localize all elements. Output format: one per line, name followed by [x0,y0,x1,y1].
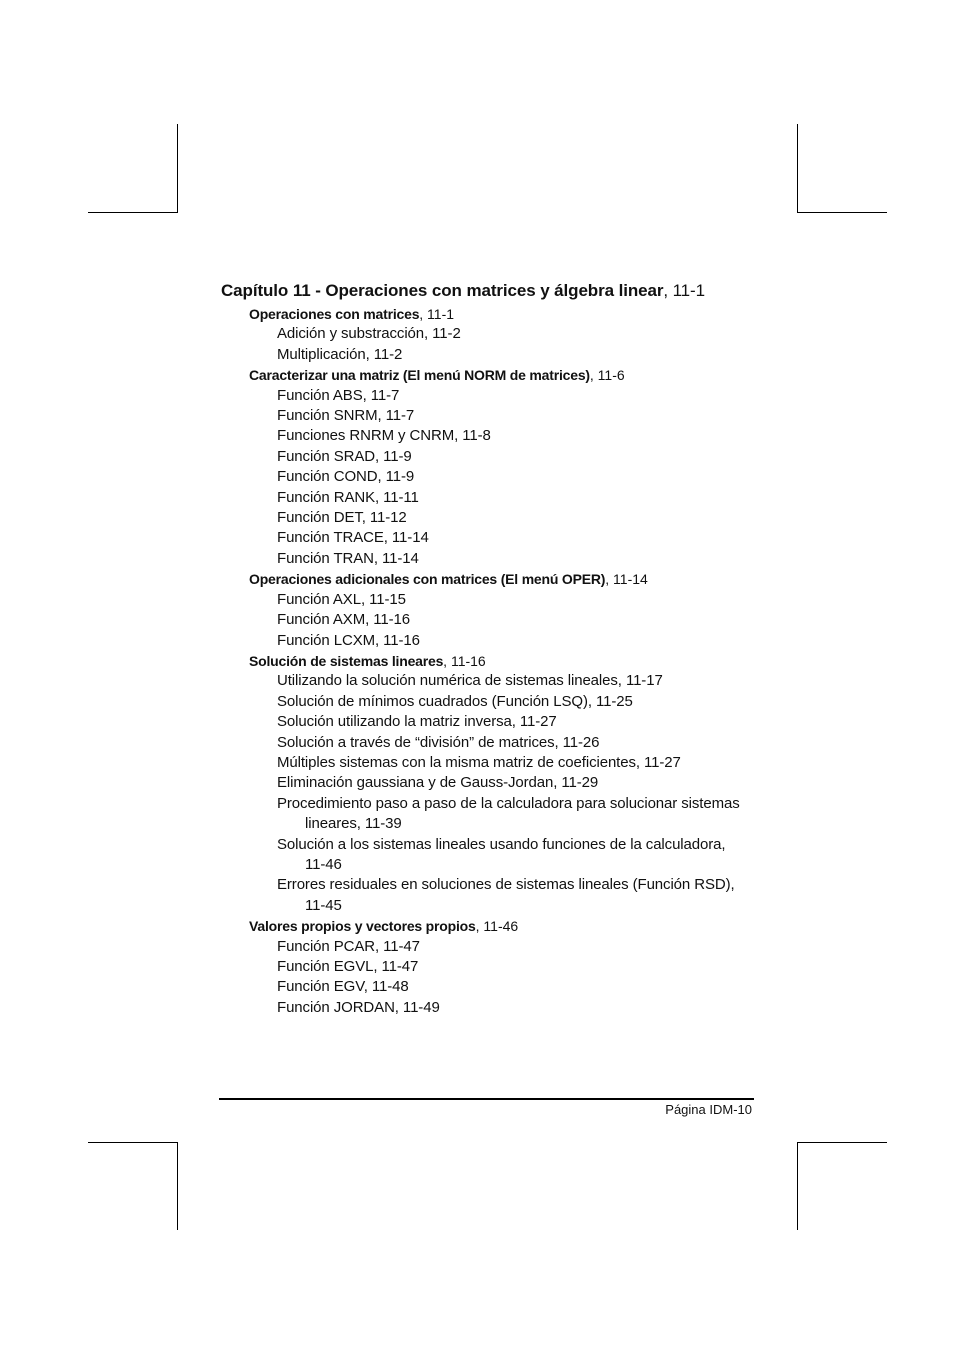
table-of-contents [221,278,781,1018]
crop-mark-top-right-vertical [797,124,798,213]
crop-mark-top-right-horizontal [797,212,887,213]
toc-entry: Eliminación gaussiana y de Gauss-Jordan, 11-29 [277,774,599,792]
toc-entry: Función AXM, 11-16 [277,611,410,629]
section-heading: Operaciones con matrices, 11-1 [249,306,455,322]
toc-entry: Función SRAD, 11-9 [277,447,412,465]
section-heading: Caracterizar una matriz (El menú NORM de matrices), 11-6 [249,367,625,384]
crop-mark-bottom-left-horizontal [88,1142,178,1143]
toc-entry: Función JORDAN, 11-49 [277,998,440,1016]
crop-mark-bottom-right-vertical [797,1142,798,1230]
toc-entry: Solución a través de “división” de matrices, 11-26 [277,733,600,751]
toc-entry: Función EGVL, 11-47 [277,958,419,975]
toc-entry: Procedimiento paso a paso de la calculadora para solucionar sistemas lineares, 11-39 [277,794,740,833]
toc-entry: Solución a los sistemas lineales usando funciones de la calculadora, 11-46 [277,835,726,873]
crop-mark-top-left-horizontal [88,212,178,213]
toc-entry: Adición y substracción, 11-2 [277,325,461,343]
toc-entry: Función SNRM, 11-7 [277,407,415,425]
toc-entry: Función EGV, 11-48 [277,978,409,996]
toc-entry: Función PCAR, 11-47 [277,937,420,955]
chapter-heading: Capítulo 11 - Operaciones con matrices y álgebra linear, 11-1 [221,281,705,300]
toc-entry: Errores residuales en soluciones de sistemas lineales (Función RSD), 11-45 [277,876,735,914]
toc-entry: Función LCXM, 11-16 [277,631,420,649]
crop-mark-top-left-vertical [177,124,178,213]
toc-entry: Función ABS, 11-7 [277,386,400,404]
section-heading: Solución de sistemas lineares, 11-16 [249,652,486,669]
toc-entry: Funciones RNRM y CNRM, 11-8 [277,427,491,445]
footer-divider [219,1098,754,1100]
crop-mark-bottom-left-vertical [177,1142,178,1230]
section-heading: Valores propios y vectores propios, 11-46 [249,918,519,935]
toc-entry: Función TRACE, 11-14 [277,529,429,547]
toc-entry: Función TRAN, 11-14 [277,549,419,567]
toc-entry: Función RANK, 11-11 [277,488,419,506]
section-heading: Operaciones adicionales con matrices (El menú OPER), 11-14 [249,571,648,588]
toc-entry: Función AXL, 11-15 [277,590,406,608]
page-number: Página IDM-10 [665,1102,752,1117]
crop-mark-bottom-right-horizontal [797,1142,887,1143]
toc-entry: Solución de mínimos cuadrados (Función LSQ), 11-25 [277,692,633,710]
toc-entry: Solución utilizando la matriz inversa, 11-27 [277,713,557,731]
toc-entry: Multiplicación, 11-2 [277,345,403,363]
toc-entry: Múltiples sistemas con la misma matriz de coeficientes, 11-27 [277,753,681,771]
toc-entry: Función COND, 11-9 [277,468,415,486]
toc-entry: Utilizando la solución numérica de sistemas lineales, 11-17 [277,672,663,690]
toc-entry: Función DET, 11-12 [277,509,407,527]
